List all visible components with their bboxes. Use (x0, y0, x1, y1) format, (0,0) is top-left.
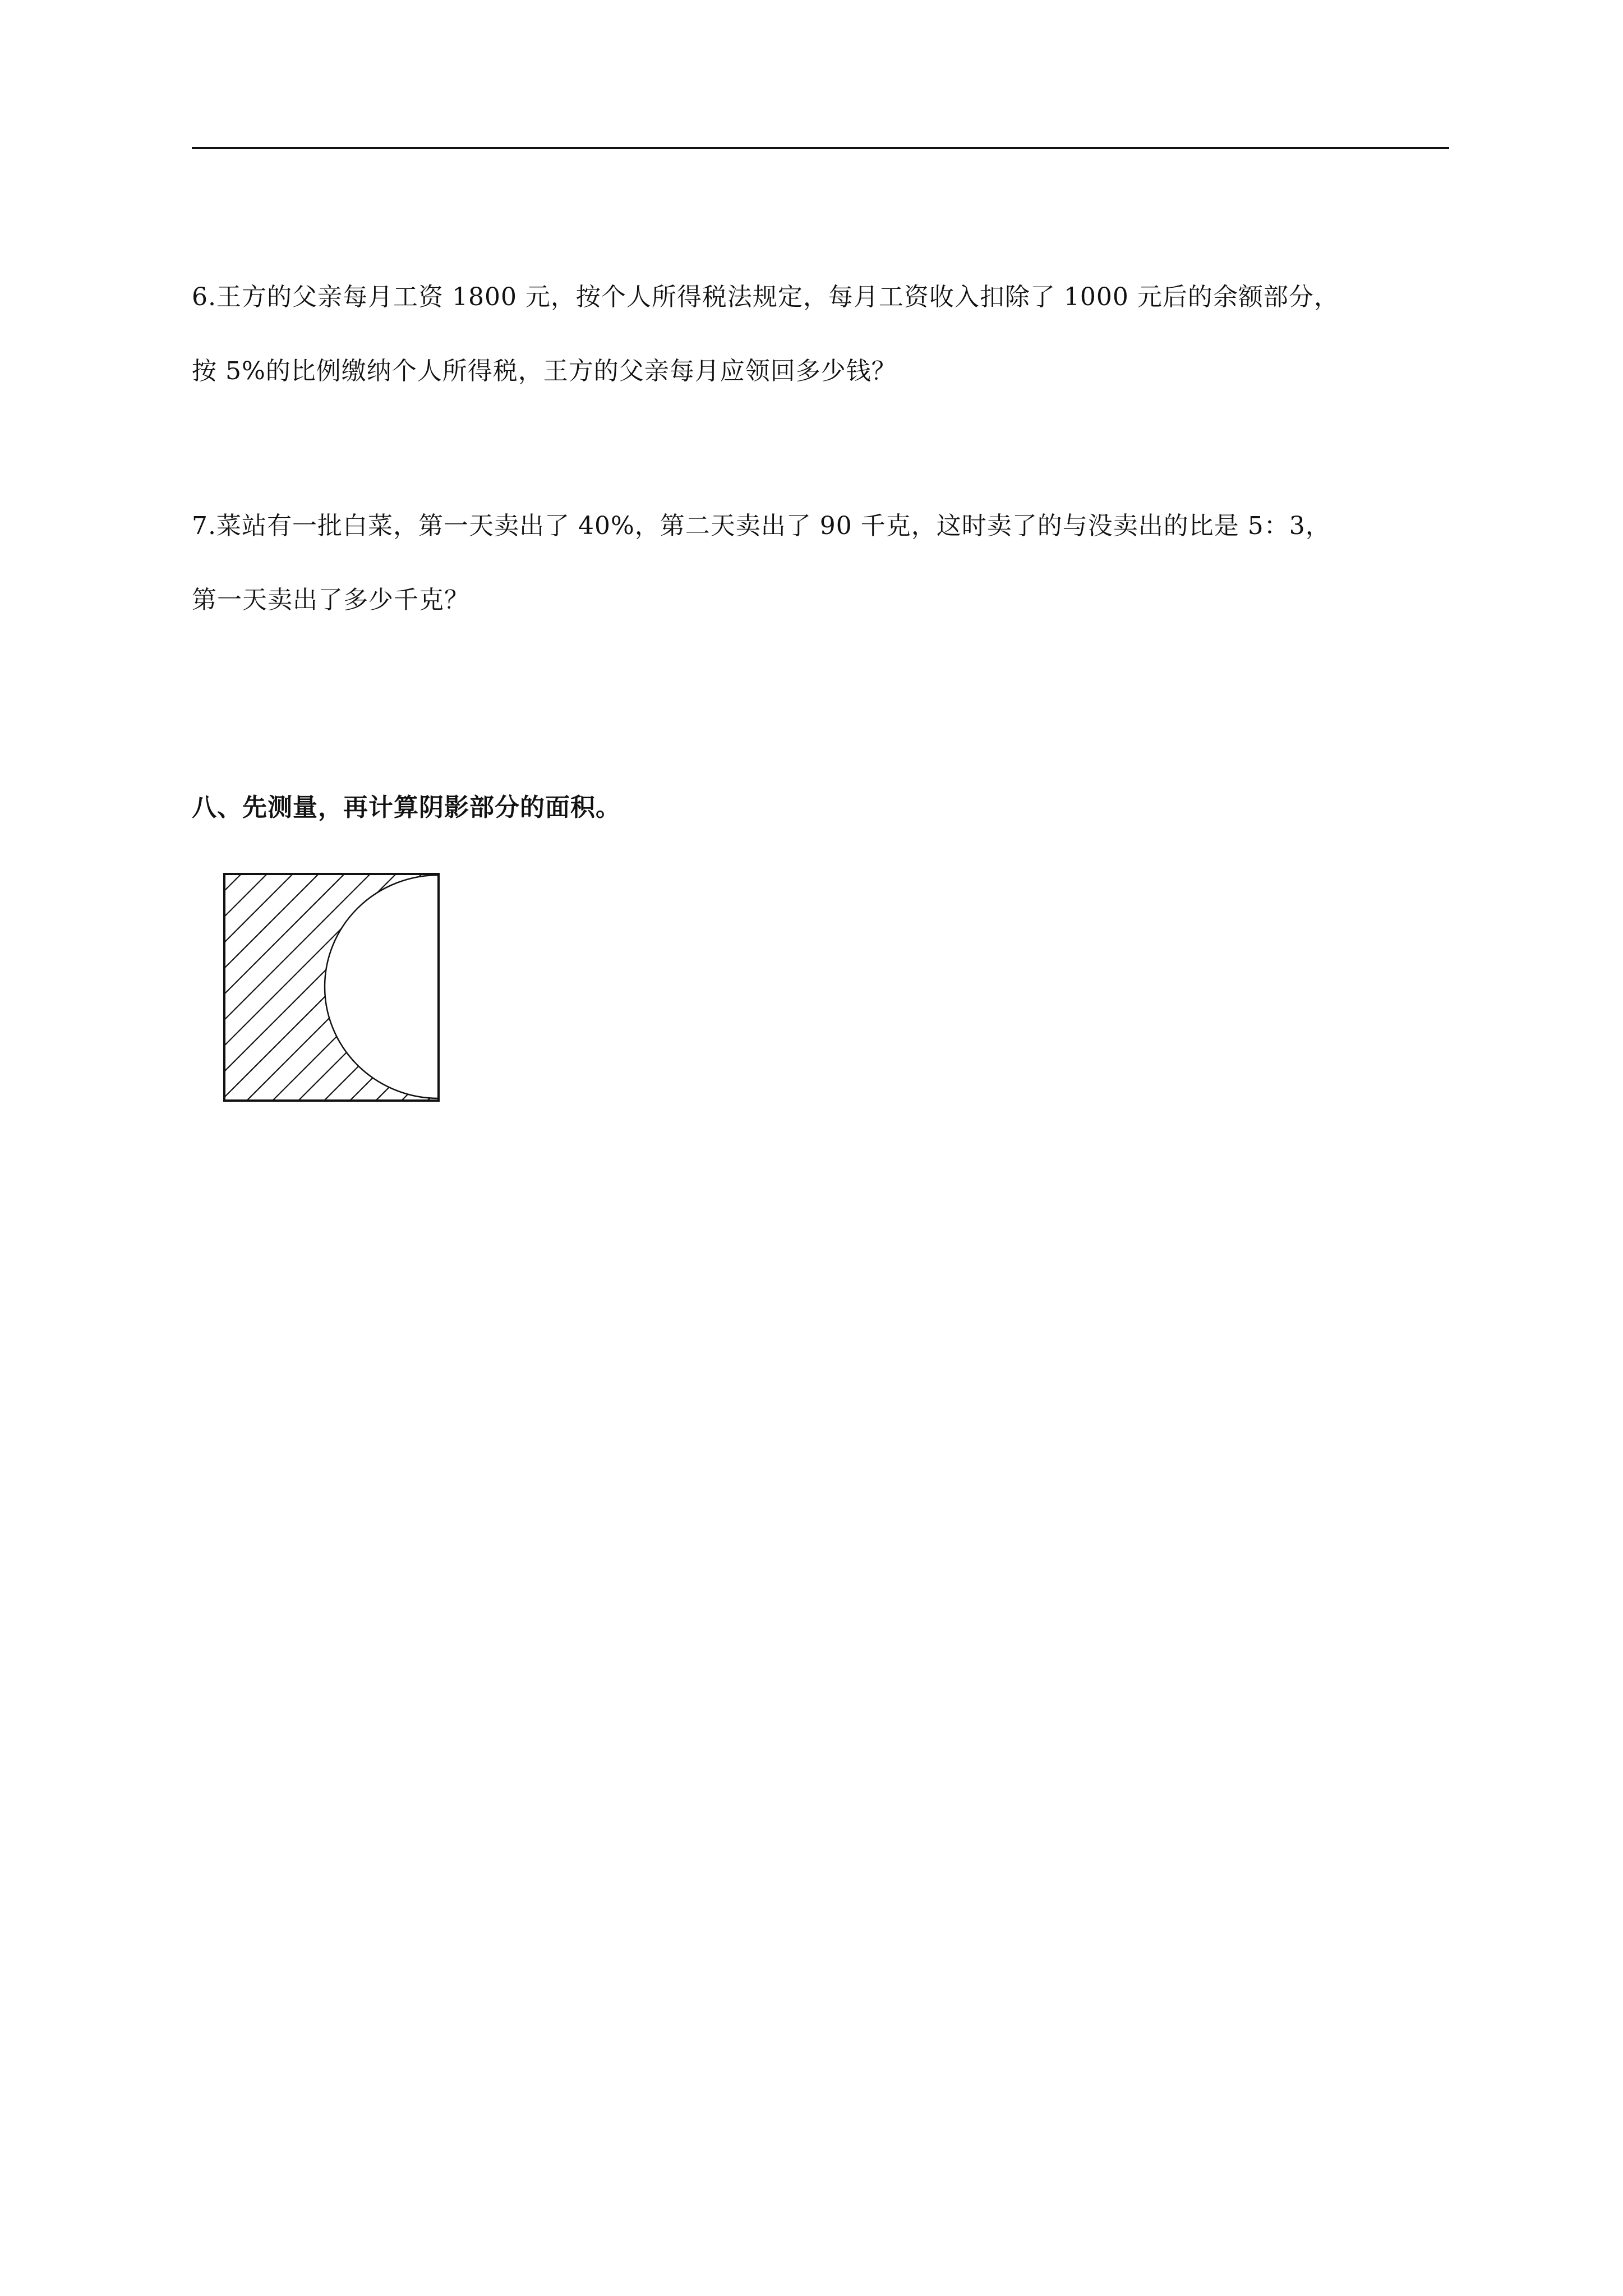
problem-6-line-2: 按 5%的比例缴纳个人所得税，王方的父亲每月应领回多少钱？ (192, 357, 897, 385)
problem-6 (192, 260, 1459, 408)
hatch-line (242, 869, 450, 1105)
problem-7-line-1: 7.菜站有一批白菜，第一天卖出了 40%，第二天卖出了 90 千克，这时卖了的与没卖出的比是 5：3， (192, 512, 1331, 540)
section-8-heading: 八、先测量，再计算阴影部分的面积。 (192, 793, 621, 822)
problem-7-line-2: 第一天卖出了多少千克？ (192, 586, 469, 614)
hatch-line (423, 869, 450, 1105)
semicircle-arc (325, 875, 439, 1098)
hatch-line (268, 869, 450, 1105)
problem-7 (192, 489, 1459, 637)
header-rule (192, 147, 1449, 149)
hatch-line (220, 869, 271, 1105)
hatch-line (397, 869, 450, 1105)
hatch-line (220, 869, 426, 1105)
hatch-line (294, 869, 450, 1105)
problem-6-line-1: 6.王方的父亲每月工资 1800 元，按个人所得税法规定，每月工资收入扣除了 1000 元后的余额部分， (192, 283, 1339, 311)
shaded-area-svg (220, 869, 450, 1105)
shaded-area-figure (220, 869, 450, 1105)
hatch-pattern (220, 869, 450, 1105)
hatch-line (449, 869, 450, 1105)
hatch-line (220, 869, 400, 1105)
hatch-line (220, 869, 450, 1105)
hatch-line (220, 869, 375, 1105)
